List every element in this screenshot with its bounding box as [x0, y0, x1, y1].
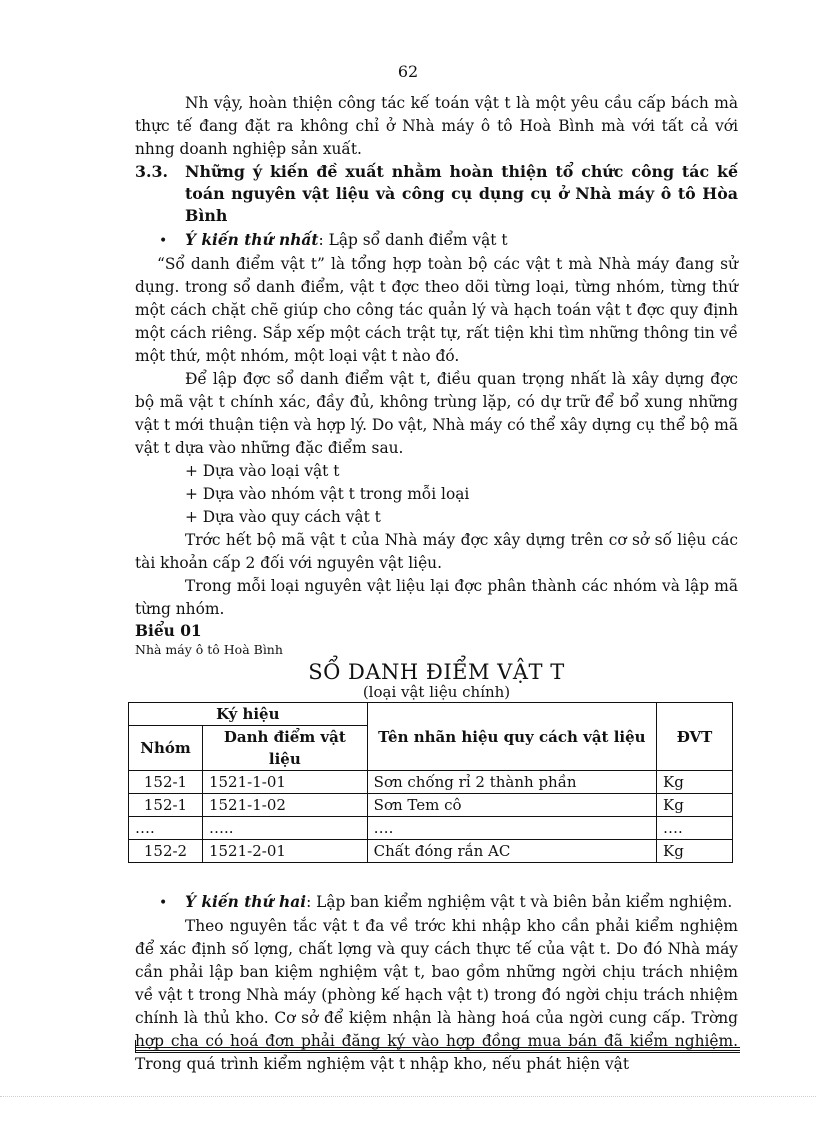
section-number: 3.3. — [135, 162, 168, 181]
bullet-icon: • — [159, 895, 168, 911]
document-body — [135, 92, 738, 1076]
cell-unit: Kg — [657, 840, 733, 863]
page-number: 62 — [397, 62, 419, 81]
cell-name: Chất đóng rắn AC — [367, 840, 656, 863]
intro-paragraph: Nh vậy, hoàn thiện công tác kế toán vật t là một yêu cầu cấp bách mà thực tế đang đặt ra không chỉ ở Nhà máy ô tô Hoà Bình mà với tất cả với nhng doanh nghiệp sản xuất. — [135, 94, 738, 158]
opinion-1-paragraph-4: Trong mỗi loại nguyên vật liệu lại đợc phân thành các nhóm và lập mã từng nhóm. — [135, 577, 738, 618]
cell-code: 1521-2-01 — [202, 840, 367, 863]
opinion-2-paragraph: Theo nguyên tắc vật t đa về trớc khi nhập kho cần phải kiểm nghiệm để xác định số lợng, chất lợng và quy cách thực tế của vật t. Do đó Nhà máy cần phải lập ban kiệm nghiệm vật t, bao gồm những ngời chịu trách nhiệm về vật t trong Nhà máy (phòng kế hạch vật t) trong đó ngời chịu trách nhiệm chính là thủ kho. Cơ sở để kiệm nhận là hàng hoá của ngời cung cấp. Trờng hợp cha có hoá đơn phải đăng ký vào hợp đồng mua bán đã kiểm nghiệm. Trong quá trình kiểm nghiệm vật t nhập kho, nếu phát hiện vật — [135, 917, 738, 1073]
section-title: Những ý kiến đề xuất nhằm hoàn thiện tổ chức công tác kế toán nguyên vật liệu và công cụ dụng cụ ở Nhà máy ô tô Hòa Bình — [185, 162, 738, 225]
cell-unit: Kg — [657, 771, 733, 794]
opinion-1-label: Ý kiến thứ nhất — [185, 231, 319, 249]
opinion-2-text: : Lập ban kiểm nghiệm vật t và biên bản kiểm nghiệm. — [306, 893, 733, 911]
opinion-1-heading — [135, 229, 738, 253]
material-code-table — [128, 702, 733, 863]
header-code: Danh điểm vật liệu — [202, 726, 367, 771]
opinion-1-paragraph-2: Để lập đợc sổ danh điểm vật t, điều quan trọng nhất là xây dựng đợc bộ mã vật t chính xác, đầy đủ, không trùng lặp, có dự trữ để bổ xung những vật t mới thuận tiện và hợp lý. Do vật, Nhà máy có thể xây dựng cụ thể bộ mã vật t dựa vào những đặc điểm sau. — [135, 370, 738, 457]
criteria-item: + Dựa vào loại vật t — [185, 462, 340, 480]
cell-group: 152-1 — [129, 771, 203, 794]
table-row — [129, 840, 733, 863]
cell-group: 152-1 — [129, 794, 203, 817]
cell-code: 1521-1-01 — [202, 771, 367, 794]
header-unit: ĐVT — [657, 703, 733, 771]
header-symbol: Ký hiệu — [129, 703, 368, 726]
opinion-1-paragraph-3: Trớc hết bộ mã vật t của Nhà máy đợc xây dựng trên cơ sở số liệu các tài khoản cấp 2 đối với nguyên vật liệu. — [135, 531, 738, 572]
section-heading — [135, 161, 738, 227]
bullet-icon: • — [159, 233, 168, 249]
opinion-1-text: : Lập sổ danh điểm vật t — [318, 231, 508, 249]
form-label: Biểu 01 — [135, 622, 202, 640]
form-title: SỔ DANH ĐIỂM VẬT T — [308, 660, 565, 684]
form-subtitle: (loại vật liệu chính) — [362, 683, 511, 701]
footer-rule — [135, 1047, 740, 1053]
cell-name: Sơn chống rỉ 2 thành phần — [367, 771, 656, 794]
table-row — [129, 794, 733, 817]
opinion-1-paragraph-1: “Sổ danh điểm vật t” là tổng hợp toàn bộ các vật t mà Nhà máy đang sử dụng. trong sổ danh điểm, vật t đợc theo dõi từng loại, từng nhóm, từng thứ một cách chặt chẽ giúp cho công tác quản lý và hạch toán vật t đợc quy định một cách riêng. Sắp xếp một cách trật tự, rất tiện khi tìm những thông tin về một thứ, một nhóm, một loại vật t nào đó. — [135, 255, 738, 365]
cell-unit: Kg — [657, 794, 733, 817]
cell-code: ….. — [202, 817, 367, 840]
header-material-name: Tên nhãn hiệu quy cách vật liệu — [367, 703, 656, 771]
header-group: Nhóm — [129, 726, 203, 771]
table-row — [129, 817, 733, 840]
cell-group: …. — [129, 817, 203, 840]
cell-group: 152-2 — [129, 840, 203, 863]
criteria-item: + Dựa vào quy cách vật t — [185, 508, 381, 526]
company-name: Nhà máy ô tô Hoà Bình — [135, 642, 283, 657]
cell-code: 1521-1-02 — [202, 794, 367, 817]
opinion-2-heading — [135, 891, 738, 915]
criteria-item: + Dựa vào nhóm vật t trong mỗi loại — [185, 485, 470, 503]
cell-name: Sơn Tem cô — [367, 794, 656, 817]
cell-name: …. — [367, 817, 656, 840]
cell-unit: …. — [657, 817, 733, 840]
page-bottom-border — [0, 1096, 816, 1097]
table-row — [129, 771, 733, 794]
opinion-2-label: Ý kiến thứ hai — [185, 893, 307, 911]
